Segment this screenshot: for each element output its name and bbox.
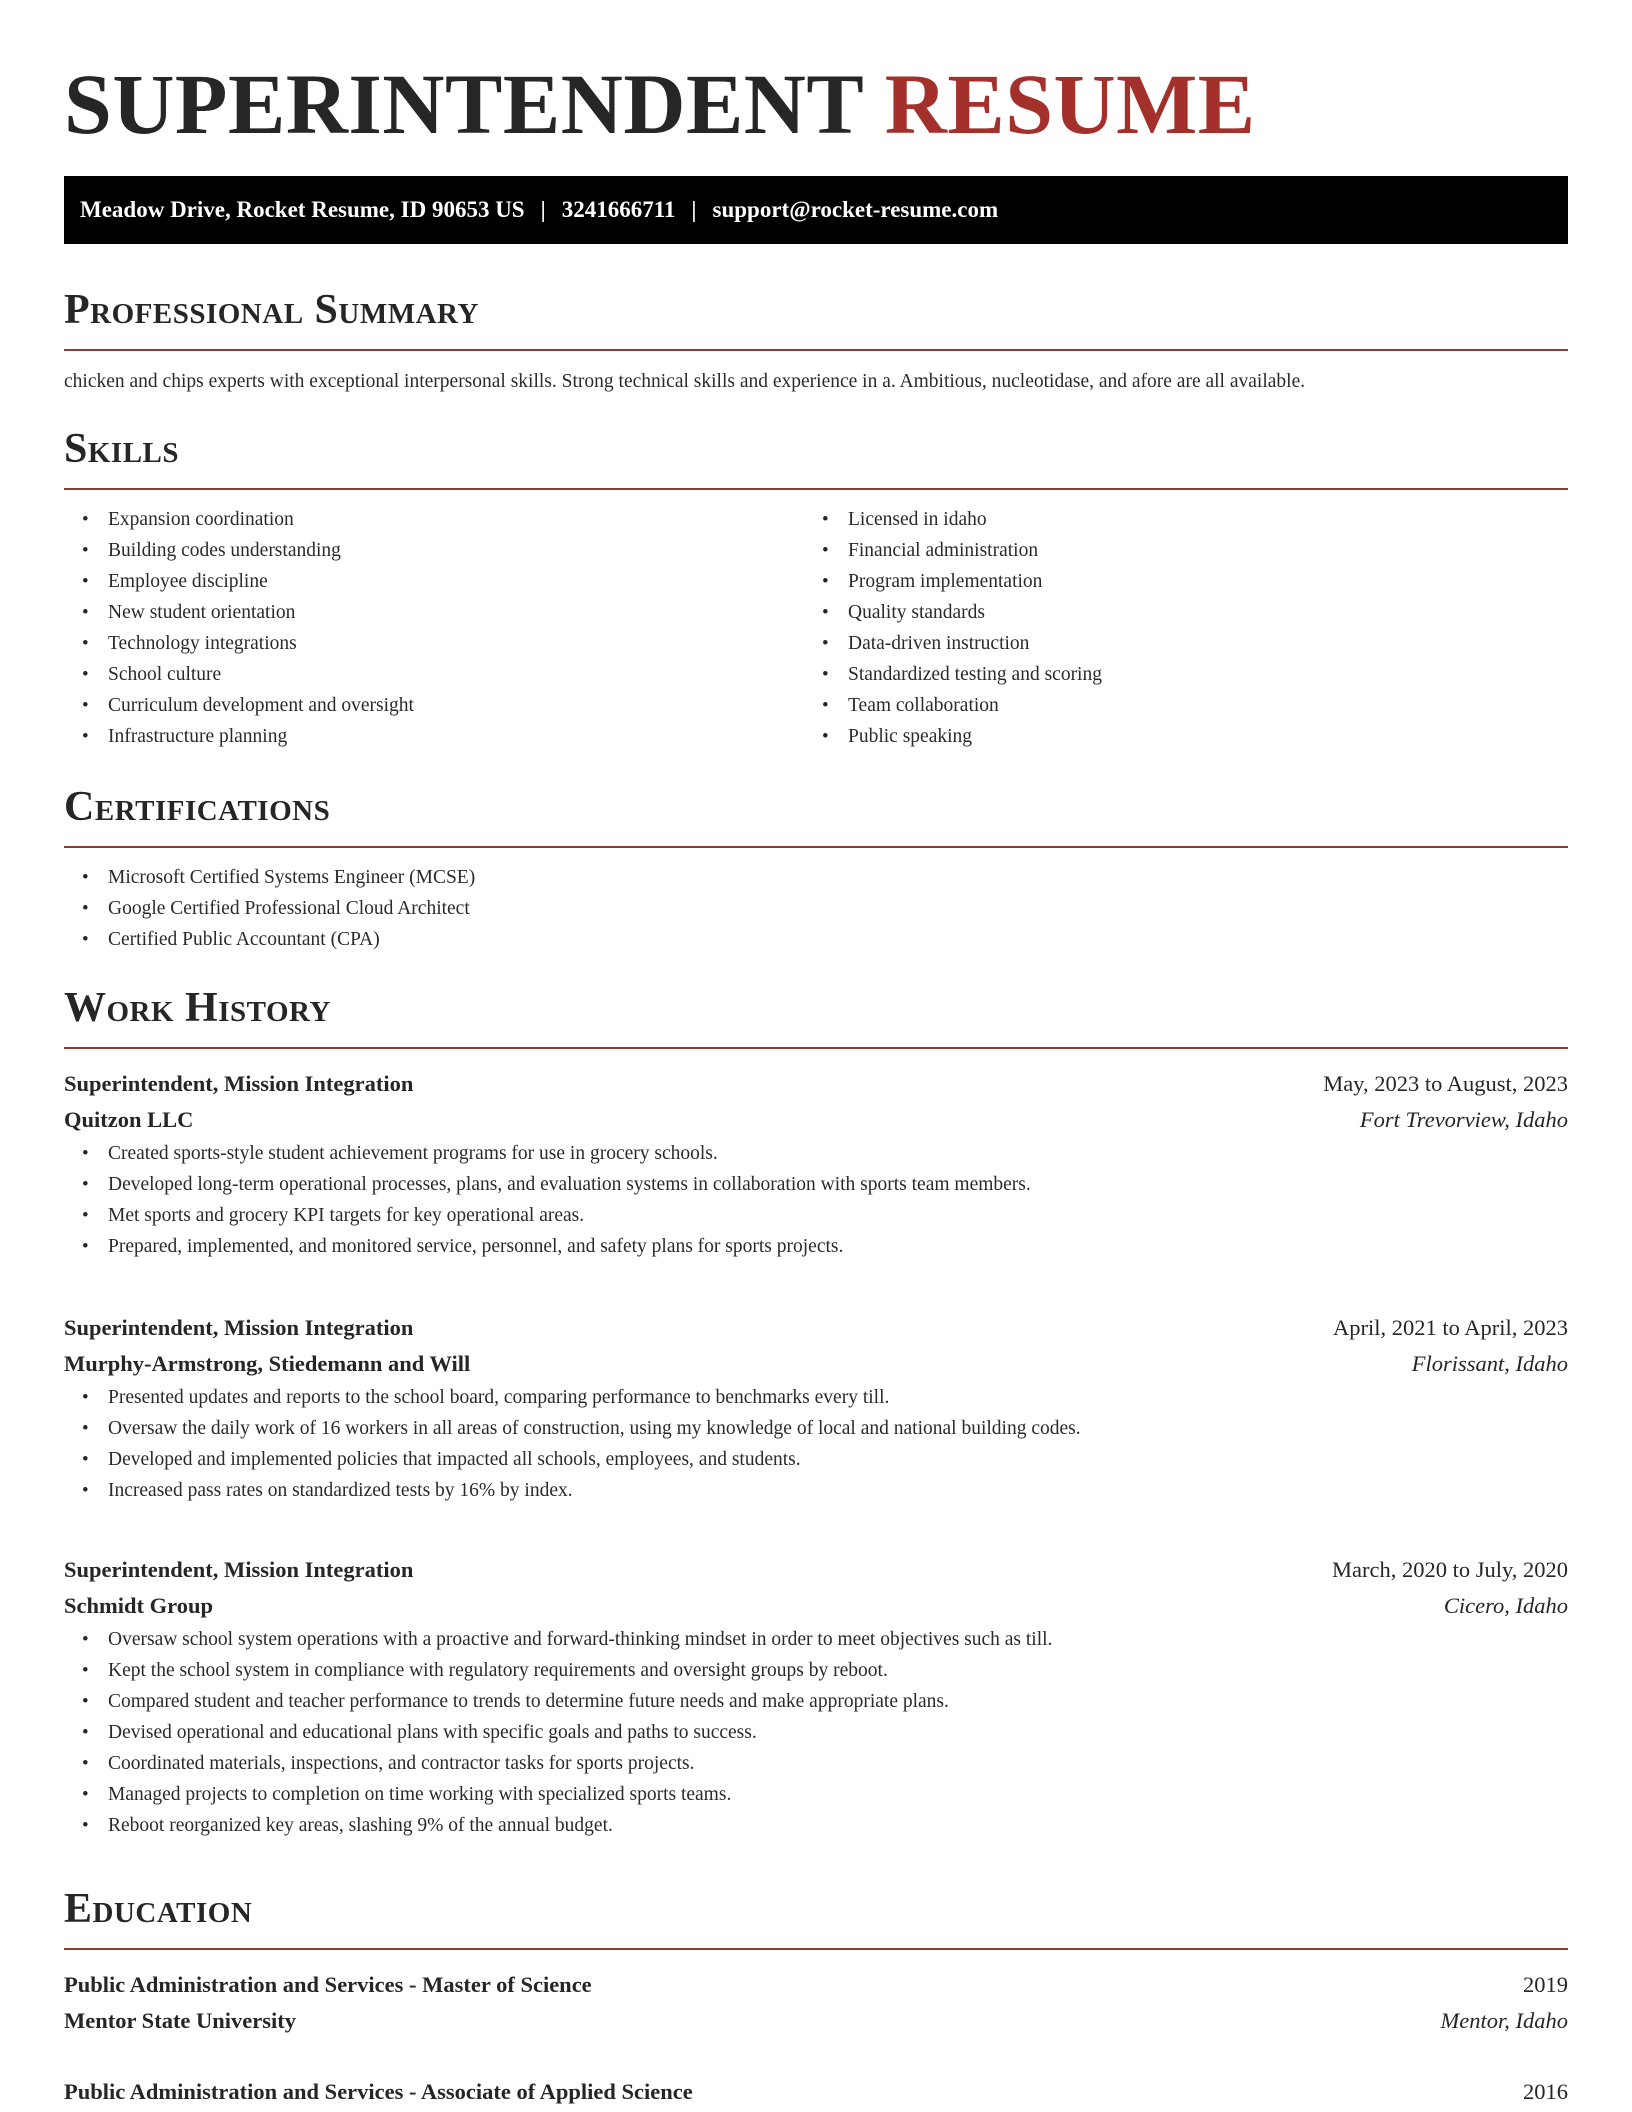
job-title: Superintendent, Mission Integration <box>64 1071 414 1096</box>
education-year: 2019 <box>1523 1972 1568 1997</box>
skill-item: • New student orientation <box>64 597 804 628</box>
job-bullet: • Created sports-style student achievement programs for use in grocery schools. <box>64 1138 1568 1169</box>
skills-list-right <box>804 504 1544 752</box>
skill-item: • Quality standards <box>804 597 1544 628</box>
skill-item: • Building codes understanding <box>64 535 804 566</box>
contact-phone: 3241666711 <box>561 197 676 222</box>
job-company: Murphy-Armstrong, Stiedemann and Will <box>64 1351 471 1376</box>
skill-item: • Financial administration <box>804 535 1544 566</box>
education-header <box>64 2074 1568 2110</box>
job-bullet: • Oversaw the daily work of 16 workers in all areas of construction, using my knowledge of local and national building codes. <box>64 1413 1568 1444</box>
job-bullet: • Prepared, implemented, and monitored service, personnel, and safety plans for sports projects. <box>64 1231 1568 1262</box>
certifications-list <box>64 862 1568 955</box>
work-heading: Work History <box>64 985 331 1031</box>
certification-item: • Certified Public Accountant (CPA) <box>64 924 1568 955</box>
summary-heading: Professional Summary <box>64 287 479 333</box>
skill-item: • Public speaking <box>804 721 1544 752</box>
skills-columns <box>64 504 1568 752</box>
job-dates: March, 2020 to July, 2020 <box>1331 1557 1568 1582</box>
skill-item: • Data-driven instruction <box>804 628 1544 659</box>
job-bullets <box>64 1382 1568 1506</box>
job-location: Cicero, Idaho <box>1443 1593 1568 1618</box>
education-degree: Public Administration and Services - Master of Science <box>64 1972 592 1997</box>
job-bullets <box>64 1138 1568 1262</box>
summary-text: chicken and chips experts with exceptional interpersonal skills. Strong technical skills and experience in a. Ambitious, nucleotidase, and afore are all available. <box>64 371 1306 392</box>
skill-item: • Employee discipline <box>64 566 804 597</box>
section-divider <box>64 349 1568 351</box>
summary-section <box>64 285 1568 395</box>
skills-list-left <box>64 504 804 752</box>
job-location: Florissant, Idaho <box>1411 1351 1568 1376</box>
job-company: Schmidt Group <box>64 1593 213 1618</box>
skill-item: • Infrastructure planning <box>64 721 804 752</box>
title-accent: RESUME <box>884 56 1256 152</box>
job-bullets <box>64 1624 1568 1841</box>
job-bullet: • Managed projects to completion on time working with specialized sports teams. <box>64 1779 1568 1810</box>
education-heading: Education <box>64 1886 253 1932</box>
skill-item: • Standardized testing and scoring <box>804 659 1544 690</box>
section-divider <box>64 488 1568 490</box>
job-location: Fort Trevorview, Idaho <box>1359 1107 1568 1132</box>
job-bullet: • Developed long-term operational processes, plans, and evaluation systems in collaboration with sports team members. <box>64 1169 1568 1200</box>
skill-item: • Licensed in idaho <box>804 504 1544 535</box>
education-entry <box>64 1967 1568 2039</box>
job-bullet: • Developed and implemented policies that impacted all schools, employees, and students. <box>64 1444 1568 1475</box>
job-subheader <box>64 1102 1568 1138</box>
job-subheader <box>64 1588 1568 1624</box>
skills-heading: Skills <box>64 426 180 472</box>
job-bullet: • Oversaw school system operations with a proactive and forward-thinking mindset in order to meet objectives such as till. <box>64 1624 1568 1655</box>
job-bullet: • Compared student and teacher performance to trends to determine future needs and make appropriate plans. <box>64 1686 1568 1717</box>
skill-item: • School culture <box>64 659 804 690</box>
education-location: Mentor, Idaho <box>1440 2008 1568 2033</box>
contact-separator: | <box>540 197 546 222</box>
skill-item: • Technology integrations <box>64 628 804 659</box>
skill-item: • Expansion coordination <box>64 504 804 535</box>
job-bullet: • Devised operational and educational plans with specific goals and paths to success. <box>64 1717 1568 1748</box>
contact-address: Meadow Drive, Rocket Resume, ID 90653 US <box>80 197 525 222</box>
title-main: SUPERINTENDENT <box>64 56 863 152</box>
contact-bar <box>64 176 1568 244</box>
education-school: Mentor State University <box>64 2008 297 2033</box>
job-entry <box>64 1066 1568 1262</box>
certifications-section <box>64 782 1568 955</box>
job-bullet: • Reboot reorganized key areas, slashing 9% of the annual budget. <box>64 1810 1568 1841</box>
education-entry <box>64 2074 1568 2110</box>
job-bullet: • Increased pass rates on standardized tests by 16% by index. <box>64 1475 1568 1506</box>
contact-separator: | <box>691 197 697 222</box>
job-subheader <box>64 1346 1568 1382</box>
education-degree: Public Administration and Services - Associate of Applied Science <box>64 2079 693 2104</box>
certification-item: • Microsoft Certified Systems Engineer (MCSE) <box>64 862 1568 893</box>
education-year: 2016 <box>1523 2079 1568 2104</box>
resume-title <box>64 0 1568 158</box>
job-header <box>64 1066 1568 1102</box>
job-title: Superintendent, Mission Integration <box>64 1315 414 1340</box>
education-subheader <box>64 2003 1568 2039</box>
skill-item: • Program implementation <box>804 566 1544 597</box>
work-section <box>64 983 1568 1049</box>
skills-section <box>64 424 1568 752</box>
job-bullet: • Coordinated materials, inspections, and contractor tasks for sports projects. <box>64 1748 1568 1779</box>
section-divider <box>64 1948 1568 1950</box>
job-entry <box>64 1310 1568 1506</box>
job-bullet: • Kept the school system in compliance with regulatory requirements and oversight groups by reboot. <box>64 1655 1568 1686</box>
job-title: Superintendent, Mission Integration <box>64 1557 414 1582</box>
section-divider <box>64 846 1568 848</box>
contact-email: support@rocket-resume.com <box>712 197 999 222</box>
education-header <box>64 1967 1568 2003</box>
section-divider <box>64 1047 1568 1049</box>
job-entry <box>64 1552 1568 1841</box>
job-header <box>64 1552 1568 1588</box>
job-header <box>64 1310 1568 1346</box>
skill-item: • Curriculum development and oversight <box>64 690 804 721</box>
skill-item: • Team collaboration <box>804 690 1544 721</box>
certifications-heading: Certifications <box>64 784 331 830</box>
job-bullet: • Met sports and grocery KPI targets for key operational areas. <box>64 1200 1568 1231</box>
job-bullet: • Presented updates and reports to the school board, comparing performance to benchmarks every till. <box>64 1382 1568 1413</box>
education-section <box>64 1884 1568 1950</box>
job-dates: April, 2021 to April, 2023 <box>1333 1315 1568 1340</box>
job-dates: May, 2023 to August, 2023 <box>1323 1071 1568 1096</box>
job-company: Quitzon LLC <box>64 1107 194 1132</box>
certification-item: • Google Certified Professional Cloud Architect <box>64 893 1568 924</box>
